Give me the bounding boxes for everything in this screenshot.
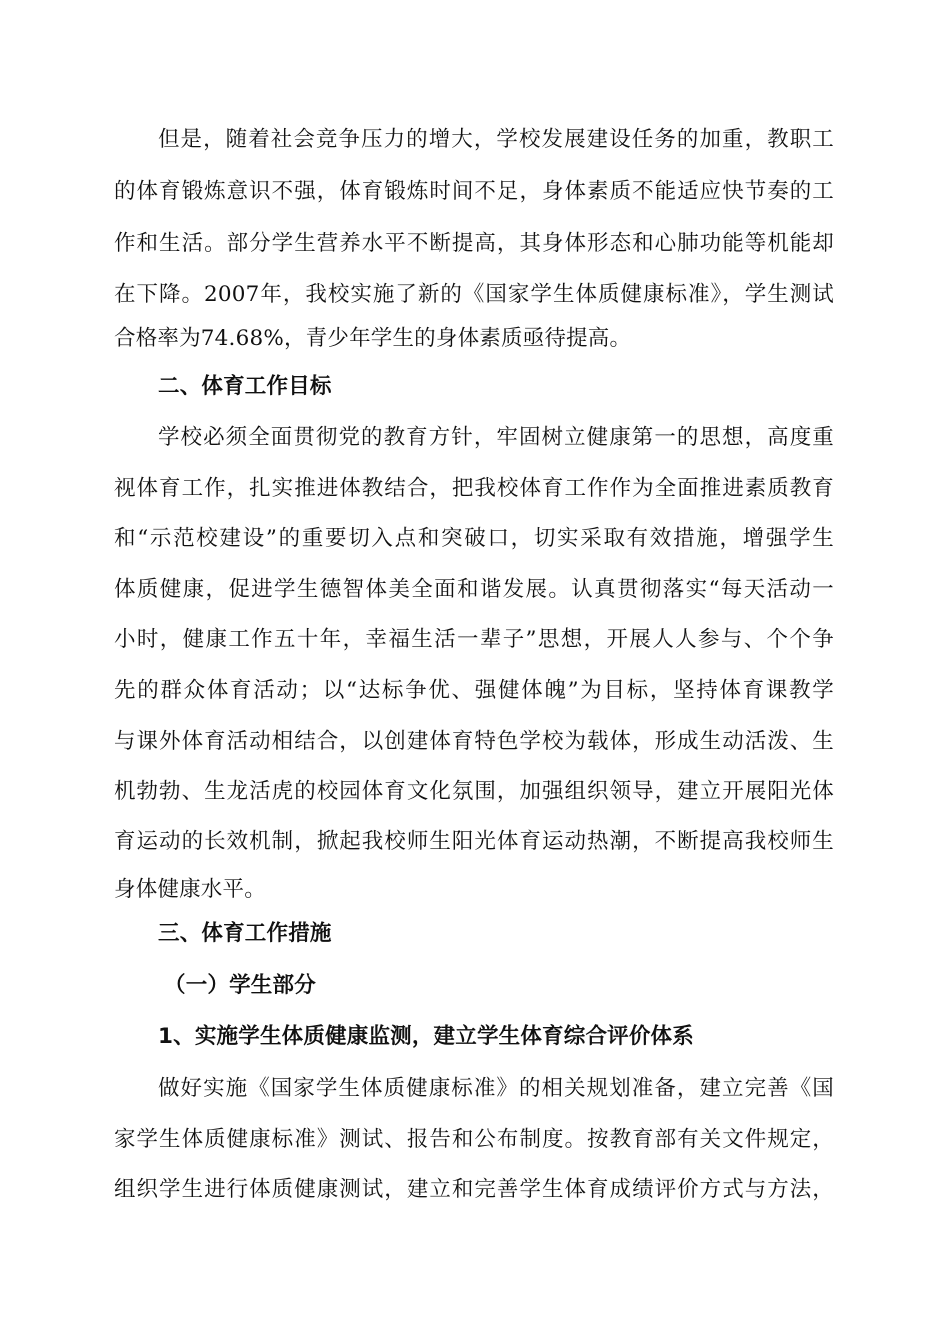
section-heading-measures: 三、体育工作措施 — [158, 921, 332, 946]
paragraph-2-line-4: 体质健康，促进学生德智体美全面和谐发展。认真贯彻落实“每天活动一 — [114, 577, 834, 602]
item-heading-health-monitoring: 1、实施学生体质健康监测，建立学生体育综合评价体系 — [158, 1024, 694, 1049]
paragraph-2-line-1: 学校必须全面贯彻党的教育方针，牢固树立健康第一的思想，高度重 — [158, 425, 834, 450]
paragraph-2-line-2: 视体育工作，扎实推进体教结合，把我校体育工作作为全面推进素质教育 — [114, 476, 834, 501]
paragraph-2-line-8: 机勃勃、生龙活虎的校园体育文化氛围，加强组织领导，建立开展阳光体 — [114, 779, 834, 804]
paragraph-3-line-2: 家学生体质健康标准》测试、报告和公布制度。按教育部有关文件规定， — [114, 1127, 834, 1152]
paragraph-3-line-3: 组织学生进行体质健康测试，建立和完善学生体育成绩评价方式与方法， — [114, 1177, 834, 1202]
paragraph-2-line-7: 与课外体育活动相结合，以创建体育特色学校为载体，形成生动活泼、生 — [114, 729, 834, 754]
paragraph-2-line-9: 育运动的长效机制，掀起我校师生阳光体育运动热潮，不断提高我校师生 — [114, 829, 834, 854]
paragraph-2-line-3: 和“示范校建设”的重要切入点和突破口，切实采取有效措施，增强学生 — [114, 526, 834, 551]
paragraph-1-line-3: 作和生活。部分学生营养水平不断提高，其身体形态和心肺功能等机能却 — [114, 231, 834, 256]
paragraph-3-line-1: 做好实施《国家学生体质健康标准》的相关规划准备，建立完善《国 — [158, 1076, 834, 1101]
paragraph-1-line-1: 但是，随着社会竞争压力的增大，学校发展建设任务的加重，教职工 — [158, 127, 834, 152]
subsection-heading-students: （一）学生部分 — [164, 973, 316, 998]
paragraph-1-line-4: 在下降。2007年，我校实施了新的《国家学生体质健康标准》，学生测试 — [114, 282, 834, 307]
paragraph-2-line-5: 小时，健康工作五十年，幸福生活一辈子”思想，开展人人参与、个个争 — [114, 627, 834, 652]
section-heading-goals: 二、体育工作目标 — [158, 374, 332, 399]
paragraph-1-line-5: 合格率为74.68%，青少年学生的身体素质亟待提高。 — [114, 326, 632, 351]
paragraph-2-line-6: 先的群众体育活动；以“达标争优、强健体魄”为目标，坚持体育课教学 — [114, 678, 834, 703]
paragraph-2-line-10: 身体健康水平。 — [114, 877, 266, 902]
paragraph-1-line-2: 的体育锻炼意识不强，体育锻炼时间不足，身体素质不能适应快节奏的工 — [114, 179, 834, 204]
